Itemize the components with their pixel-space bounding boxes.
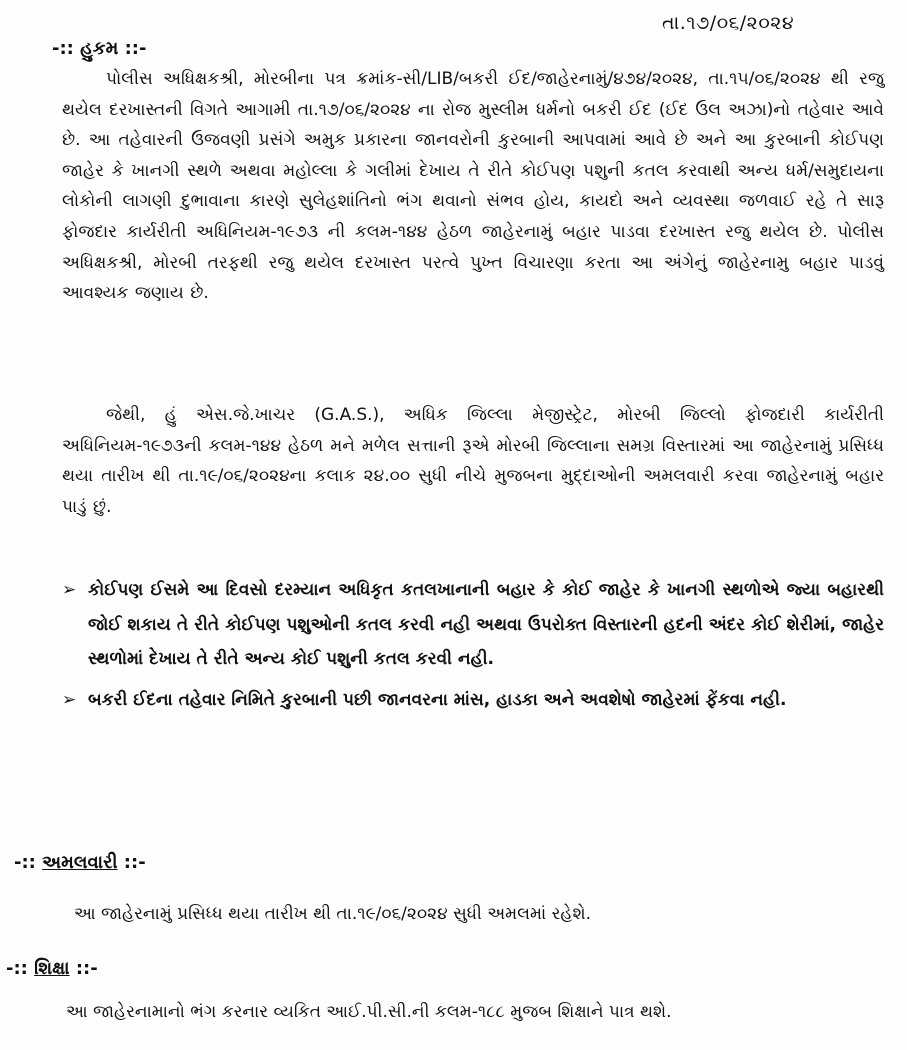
document-date: તા.૧૭/૦૬/૨૦૨૪ (662, 12, 795, 34)
heading-suffix: ::- (117, 852, 146, 873)
penalty-text: આ જાહેરનામાનો ભંગ કરનાર વ્યકિત આઈ.પી.સી.ની કલમ-૧૮૮ મુજબ શિક્ષાને પાત્ર થશે. (66, 1002, 672, 1022)
enforcement-title: અમલવારી (42, 852, 118, 873)
list-item-text: બકરી ઈદના તહેવાર નિમિતે કુરબાની પછી જાનવરના માંસ, હાડકા અને અવશેષો જાહેરમાં ફેંકવા નહી. (88, 689, 787, 710)
heading-prefix: -:: (14, 852, 43, 873)
enforcement-text: આ જાહેરનામું પ્રસિધ્ધ થયા તારીખ થી તા.૧૯/૦૬/૨૦૨૪ સુધી અમલમાં રહેશે. (74, 904, 591, 924)
paragraph-order (62, 400, 884, 522)
paragraph-proposal-text: પોલીસ અધિક્ષકશ્રી, મોરબીના પત્ર ક્રમાંક-સી/LIB/બકરી ઈદ/જાહેરનામું/૪૭૪/૨૦૨૪, તા.૧૫/૦૬/૨૦૨૪ થી રજુ થયેલ દરખાસ્તની વિગતે આગામી તા.૧૭/૦૬/૨૦૨૪ ના રોજ મુસ્લીમ ધર્મનો બકરી ઈદ (ઈદ ઉલ અઝા)નો તહેવાર આવે છે. આ તહેવારની ઉજવણી પ્રસંગે અમુક પ્રકારના જાનવરોની કુરબાની આપવામાં આવે છે અને આ કુરબાની કોઈપણ જાહેર કે ખાનગી સ્થળે અથવા મહોલ્લા કે ગલીમાં દેખાય તે રીતે કોઈપણ પશુની કતલ કરવાથી અન્ય ધર્મ/સમુદાયના લોકોની લાગણી દુભાવાના કારણે સુલેહશાંતિનો ભંગ થવાનો સંભવ હોય, કાયદો અને વ્યવસ્થા જળવાઈ રહે તે સારૂ ફોજદાર કાર્યરીતી અધિનિયમ-૧૯૭૩ ની કલમ-૧૪૪ હેઠળ જાહેરનામું બહાર પાડવા દરખાસ્ત રજુ થયેલ છે. પોલીસ અધિક્ષકશ્રી, મોરબી તરફથી રજુ થયેલ દરખાસ્ત પરત્વે પુખ્ત વિચારણા કરતા આ અંગેનું જાહેરનામુ બહાર પાડવું આવશ્યક જણાય છે. (62, 69, 884, 304)
paragraph-order-text: જેથી, હું એસ.જે.ખાચર (G.A.S.), અધિક જિલ્લા મેજીસ્ટ્રેટ, મોરબી જિલ્લો ફોજદારી કાર્યરીતી અધિનિયમ-૧૯૭૩ની કલમ-૧૪૪ હેઠળ મને મળેલ સત્તાની રૂએ મોરબી જિલ્લાના સમગ્ર વિસ્તારમાં આ જાહેરનામું પ્રસિધ્ધ થયા તારીખ થી તા.૧૯/૦૬/૨૦૨૪ના કલાક ૨૪.૦૦ સુધી નીચે મુજબના મુદ્દાઓની અમલવારી કરવા જાહેરનામું બહાર પાડું છું. (62, 405, 884, 517)
enforcement-heading (14, 852, 146, 873)
arrow-bullet-icon: ➢ (62, 580, 77, 600)
restrictions-list (62, 573, 884, 723)
penalty-title: શિક્ષા (34, 958, 70, 979)
heading-suffix: ::- (69, 958, 98, 979)
order-heading: -:: હુકમ ::- (52, 38, 147, 59)
paragraph-proposal (62, 64, 884, 309)
penalty-heading (6, 958, 98, 979)
list-item-text: કોઈપણ ઈસમે આ દિવસો દરમ્યાન અધિકૃત કતલખાનાની બહાર કે કોઈ જાહેર કે ખાનગી સ્થળોએ જ્યા બહારથી જોઈ શકાય તે રીતે કોઈપણ પશુઓની કતલ કરવી નહી અથવા ઉપરોક્ત વિસ્તારની હદની અંદર કોઈ શેરીમાં, જાહેર સ્થળોમાં દેખાય તે રીતે અન્ય કોઈ પશુની કતલ કરવી નહી. (88, 580, 884, 669)
heading-prefix: -:: (6, 958, 35, 979)
list-item (62, 573, 884, 677)
list-item (62, 683, 884, 718)
arrow-bullet-icon: ➢ (62, 689, 77, 710)
